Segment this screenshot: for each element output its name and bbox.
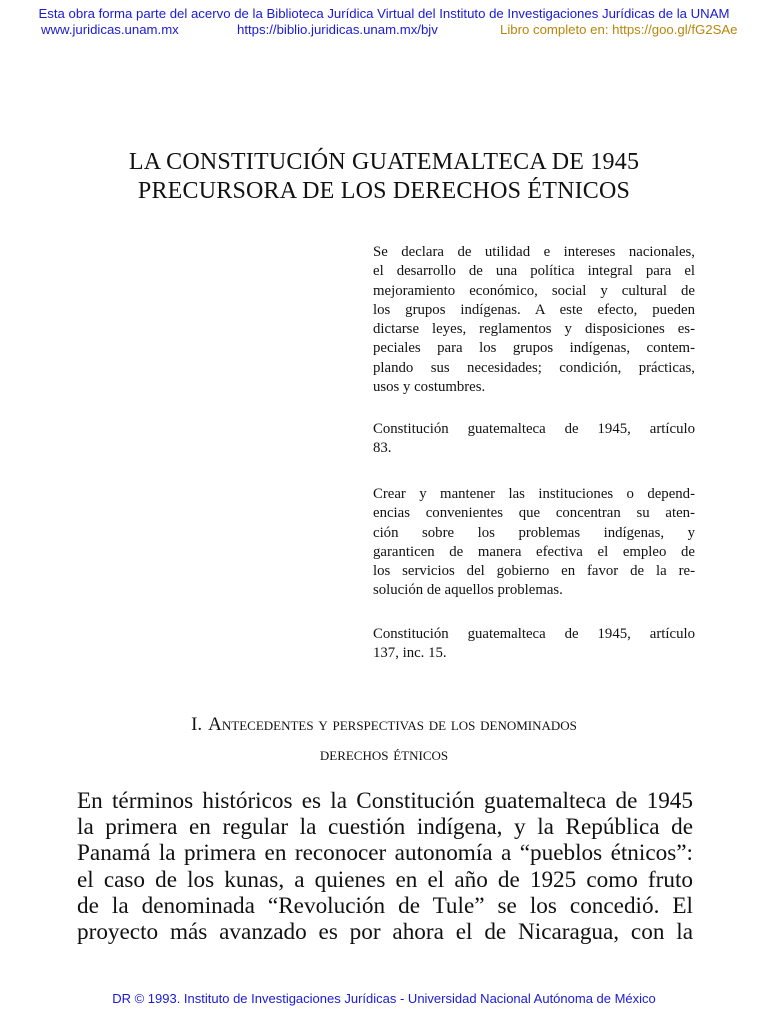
- repository-notice: Esta obra forma parte del acervo de la Biblioteca Jurídica Virtual del Instituto de Investigaciones Jurídicas de la UNAM: [38, 6, 730, 21]
- body-line: En términos históricos es la Constitución guatemalteca de 1945: [77, 788, 693, 814]
- epigraph-line: los grupos indígenas. A este efecto, pueden: [373, 301, 695, 318]
- body-line: la primera en regular la cuestión indígena, y la República de: [77, 814, 693, 841]
- epigraph-line: garanticen de manera efectiva el empleo de: [373, 543, 695, 560]
- epigraph-line: usos y costumbres.: [373, 379, 486, 396]
- epigraph-line: mejoramiento económico, social y cultural de: [373, 282, 695, 299]
- epigraph-line: el desarrollo de una política integral para el: [373, 263, 695, 280]
- epigraph-1-citation: [373, 420, 695, 459]
- epigraph-line: encias convenientes que concentran su aten-: [373, 505, 695, 522]
- citation-line: 83.: [373, 440, 392, 457]
- body-line: el caso de los kunas, a quienes en el año de 1925 como fruto: [77, 866, 693, 893]
- epigraph-line: plando sus necesidades; condición, prácticas,: [373, 359, 695, 376]
- epigraph-line: solución de aquellos problemas.: [373, 582, 563, 599]
- header-links: [0, 22, 768, 38]
- epigraph-line: Se declara de utilidad e intereses nacionales,: [373, 244, 695, 260]
- body-line: proyecto más avanzado es por ahora el de Nicaragua, con la: [77, 919, 693, 946]
- chapter-title: [0, 148, 768, 206]
- site-link[interactable]: www.juridicas.unam.mx: [41, 22, 179, 37]
- book-link[interactable]: Libro completo en: https://goo.gl/fG2SAe: [500, 22, 738, 37]
- bjv-link[interactable]: https://biblio.juridicas.unam.mx/bjv: [237, 22, 438, 37]
- epigraph-line: dictarse leyes, reglamentos y disposiciones es-: [373, 321, 695, 338]
- copyright-footer: DR © 1993. Instituto de Investigaciones Jurídicas - Universidad Nacional Autónoma de México: [112, 991, 656, 1006]
- citation-line: 137, inc. 15.: [373, 645, 447, 662]
- epigraph-1: [373, 243, 695, 397]
- section-number: I.: [191, 714, 203, 735]
- body-line: de la denominada “Revolución de Tule” se los concedió. El: [77, 892, 693, 919]
- citation-line: Constitución guatemalteca de 1945, artículo: [373, 421, 695, 437]
- epigraph-line: peciales para los grupos indígenas, contem-: [373, 340, 695, 357]
- epigraph-line: Crear y mantener las instituciones o depend-: [373, 486, 695, 502]
- epigraph-2: [373, 485, 695, 601]
- epigraph-2-citation: [373, 625, 695, 664]
- section-title-line: Antecedentes y perspectivas de los denominados: [208, 714, 577, 735]
- section-heading: [0, 710, 768, 770]
- section-title-line: derechos étnicos: [319, 744, 449, 765]
- body-line: Panamá la primera en reconocer autonomía a “pueblos étnicos”:: [77, 840, 693, 867]
- citation-line: Constitución guatemalteca de 1945, artículo: [373, 626, 695, 642]
- epigraph-line: ción sobre los problemas indígenas, y: [373, 524, 695, 541]
- epigraph-line: los servicios del gobierno en favor de la re-: [373, 563, 695, 580]
- chapter-title-line: PRECURSORA DE LOS DERECHOS ÉTNICOS: [137, 178, 631, 204]
- chapter-title-line: LA CONSTITUCIÓN GUATEMALTECA DE 1945: [128, 149, 640, 175]
- body-paragraph: [77, 788, 693, 945]
